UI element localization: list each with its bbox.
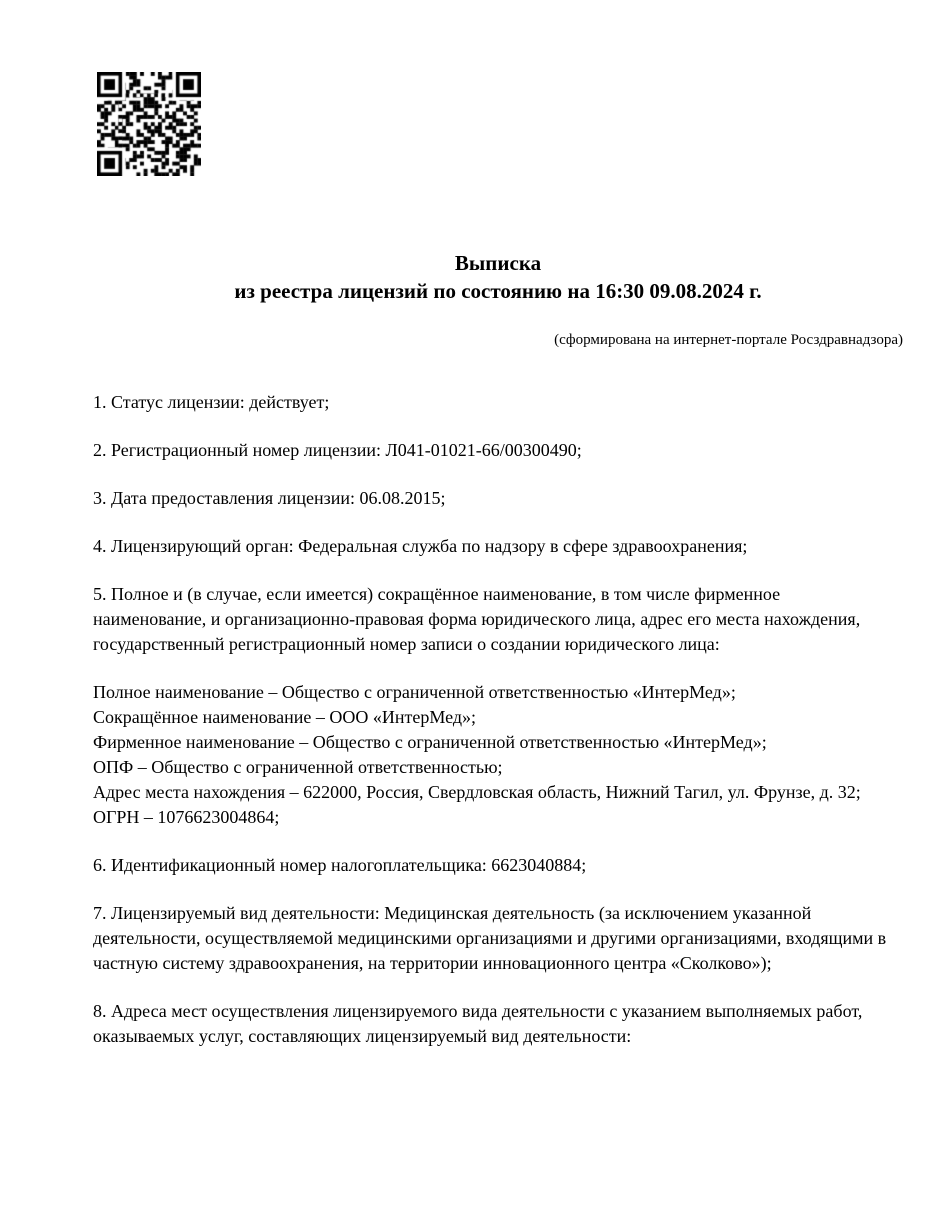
item-licensing-authority: 4. Лицензирующий орган: Федеральная служба по надзору в сфере здравоохранения;	[93, 536, 748, 556]
item-activity-type: 7. Лицензируемый вид деятельности: Медицинская деятельность (за исключением указанной деятельности, осуществляемой медицинскими организациями и другими организациями, входящими в частную систему здравоохранения, на территории инновационного центра «Сколково»);	[93, 903, 887, 973]
document-content	[93, 249, 903, 1072]
org-brand-name: Фирменное наименование – Общество с ограниченной ответственностью «ИнтерМед»;	[93, 732, 767, 752]
item-registration-number: 2. Регистрационный номер лицензии: Л041-01021-66/00300490;	[93, 440, 582, 460]
document-body	[93, 390, 889, 1049]
item-license-status: 1. Статус лицензии: действует;	[93, 392, 330, 412]
item-activity-addresses-heading: 8. Адреса мест осуществления лицензируемого вида деятельности с указанием выполняемых работ, оказываемых услуг, составляющих лицензируемый вид деятельности:	[93, 1001, 863, 1046]
org-legal-form: ОПФ – Общество с ограниченной ответственностью;	[93, 757, 503, 777]
org-ogrn: ОГРН – 1076623004864;	[93, 807, 280, 827]
org-address: Адрес места нахождения – 622000, Россия, Свердловская область, Нижний Тагил, ул. Фрунзе, д. 32;	[93, 782, 861, 802]
org-details-block	[93, 680, 889, 830]
qr-code	[97, 72, 201, 176]
item-grant-date: 3. Дата предоставления лицензии: 06.08.2015;	[93, 488, 446, 508]
document-subtitle: (сформирована на интернет-портале Росздравнадзора)	[554, 332, 903, 348]
title-line-2: из реестра лицензий по состоянию на 16:30 09.08.2024 г.	[234, 279, 762, 303]
org-full-name: Полное наименование – Общество с ограниченной ответственностью «ИнтерМед»;	[93, 682, 736, 702]
item-org-info-heading: 5. Полное и (в случае, если имеется) сокращённое наименование, в том числе фирменное наименование, и организационно-правовая форма юридического лица, адрес его места нахождения, государственный регистрационный номер записи о создании юридического лица:	[93, 584, 861, 654]
document-title	[93, 249, 903, 305]
item-inn: 6. Идентификационный номер налогоплательщика: 6623040884;	[93, 855, 587, 875]
title-line-1: Выписка	[454, 251, 542, 275]
org-short-name: Сокращённое наименование – ООО «ИнтерМед»;	[93, 707, 477, 727]
